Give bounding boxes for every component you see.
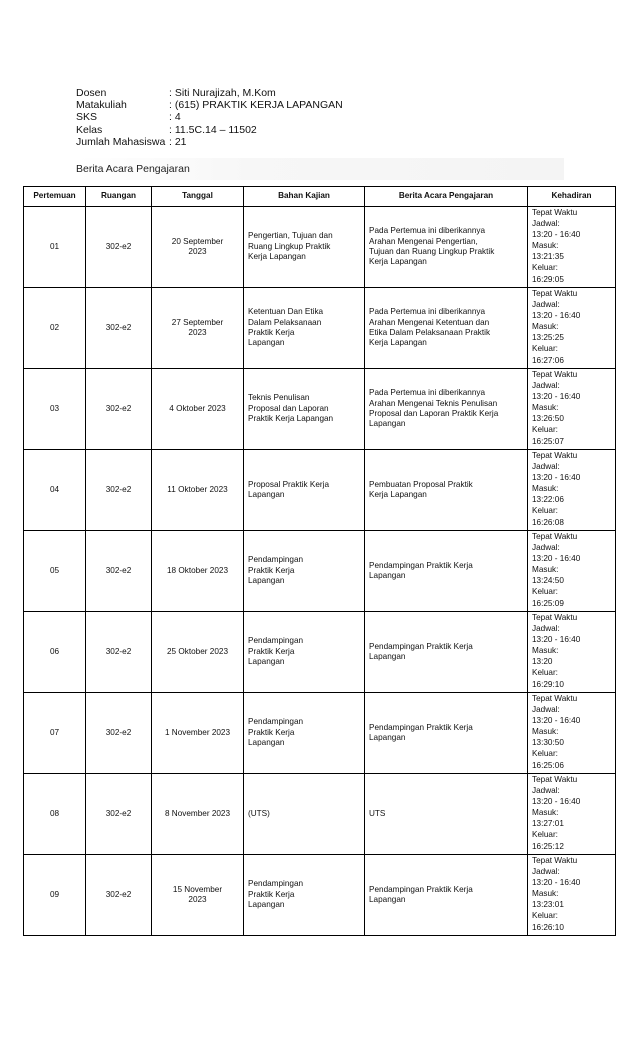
info-label: Matakuliah xyxy=(76,99,127,112)
cell-kehadiran: Tepat Waktu Jadwal: 13:20 - 16:40 Masuk: 13:20 Keluar: 16:29:10 xyxy=(528,612,616,693)
header-berita-acara: Berita Acara Pengajaran xyxy=(365,187,528,207)
cell-kehadiran: Tepat Waktu Jadwal: 13:20 - 16:40 Masuk: 13:21:35 Keluar: 16:29:05 xyxy=(528,207,616,288)
table-row xyxy=(24,288,616,369)
cell-pertemuan: 09 xyxy=(24,855,86,936)
cell-bahan-kajian: Teknis Penulisan Proposal dan Laporan Praktik Kerja Lapangan xyxy=(244,369,365,450)
cell-kehadiran: Tepat Waktu Jadwal: 13:20 - 16:40 Masuk: 13:30:50 Keluar: 16:25:06 xyxy=(528,693,616,774)
cell-ruangan: 302-e2 xyxy=(86,369,152,450)
cell-tanggal: 8 November 2023 xyxy=(152,774,244,855)
info-label: Kelas xyxy=(76,123,103,136)
info-row-sks xyxy=(76,111,343,123)
table-row xyxy=(24,207,616,288)
cell-tanggal: 4 Oktober 2023 xyxy=(152,369,244,450)
cell-pertemuan: 03 xyxy=(24,369,86,450)
cell-tanggal: 1 November 2023 xyxy=(152,693,244,774)
cell-ruangan: 302-e2 xyxy=(86,531,152,612)
cell-kehadiran: Tepat Waktu Jadwal: 13:20 - 16:40 Masuk: 13:23:01 Keluar: 16:26:10 xyxy=(528,855,616,936)
cell-berita-acara: Pendampingan Praktik Kerja Lapangan xyxy=(365,612,528,693)
table-row xyxy=(24,450,616,531)
cell-tanggal: 18 Oktober 2023 xyxy=(152,531,244,612)
info-value: : Siti Nurajizah, M.Kom xyxy=(169,87,276,99)
cell-ruangan: 302-e2 xyxy=(86,693,152,774)
cell-tanggal: 27 September 2023 xyxy=(152,288,244,369)
info-value: : 21 xyxy=(169,135,187,148)
cell-tanggal: 20 September 2023 xyxy=(152,207,244,288)
table-row xyxy=(24,369,616,450)
cell-berita-acara: Pada Pertemua ini diberikannya Arahan Mengenai Pengertian, Tujuan dan Ruang Lingkup Praktik Kerja Lapangan xyxy=(365,207,528,288)
info-label: SKS xyxy=(76,111,98,124)
cell-kehadiran: Tepat Waktu Jadwal: 13:20 - 16:40 Masuk: 13:26:50 Keluar: 16:25:07 xyxy=(528,369,616,450)
cell-ruangan: 302-e2 xyxy=(86,774,152,855)
cell-kehadiran: Tepat Waktu Jadwal: 13:20 - 16:40 Masuk: 13:22:06 Keluar: 16:26:08 xyxy=(528,450,616,531)
cell-tanggal: 15 November 2023 xyxy=(152,855,244,936)
cell-kehadiran: Tepat Waktu Jadwal: 13:20 - 16:40 Masuk: 13:27:01 Keluar: 16:25:12 xyxy=(528,774,616,855)
cell-berita-acara: UTS xyxy=(365,774,528,855)
cell-berita-acara: Pendampingan Praktik Kerja Lapangan xyxy=(365,531,528,612)
cell-pertemuan: 04 xyxy=(24,450,86,531)
cell-bahan-kajian: Pengertian, Tujuan dan Ruang Lingkup Praktik Kerja Lapangan xyxy=(244,207,365,288)
info-row-dosen xyxy=(76,87,343,99)
info-row-jumlah-mahasiswa xyxy=(76,136,343,148)
cell-pertemuan: 02 xyxy=(24,288,86,369)
course-info xyxy=(76,87,343,148)
table-header-row xyxy=(24,187,616,207)
info-row-matakuliah xyxy=(76,99,343,111)
cell-pertemuan: 07 xyxy=(24,693,86,774)
info-row-kelas xyxy=(76,124,343,136)
cell-ruangan: 302-e2 xyxy=(86,855,152,936)
cell-berita-acara: Pada Pertemua ini diberikannya Arahan Mengenai Teknis Penulisan Proposal dan Laporan Praktik Kerja Lapangan xyxy=(365,369,528,450)
table-row xyxy=(24,612,616,693)
header-pertemuan: Pertemuan xyxy=(24,187,86,207)
table-row xyxy=(24,693,616,774)
header-bahan-kajian: Bahan Kajian xyxy=(244,187,365,207)
cell-berita-acara: Pendampingan Praktik Kerja Lapangan xyxy=(365,855,528,936)
cell-bahan-kajian: (UTS) xyxy=(244,774,365,855)
info-value: : 11.5C.14 – 11502 xyxy=(169,123,257,136)
cell-bahan-kajian: Proposal Praktik Kerja Lapangan xyxy=(244,450,365,531)
cell-berita-acara: Pembuatan Proposal Praktik Kerja Lapangan xyxy=(365,450,528,531)
cell-berita-acara: Pendampingan Praktik Kerja Lapangan xyxy=(365,693,528,774)
info-value: : (615) PRAKTIK KERJA LAPANGAN xyxy=(169,99,343,112)
cell-ruangan: 302-e2 xyxy=(86,288,152,369)
cell-kehadiran: Tepat Waktu Jadwal: 13:20 - 16:40 Masuk: 13:24:50 Keluar: 16:25:09 xyxy=(528,531,616,612)
table-row xyxy=(24,855,616,936)
section-title: Berita Acara Pengajaran xyxy=(76,158,564,180)
table-row xyxy=(24,774,616,855)
cell-kehadiran: Tepat Waktu Jadwal: 13:20 - 16:40 Masuk: 13:25:25 Keluar: 16:27:06 xyxy=(528,288,616,369)
header-kehadiran: Kehadiran xyxy=(528,187,616,207)
info-label: Jumlah Mahasiswa xyxy=(76,135,166,148)
cell-ruangan: 302-e2 xyxy=(86,207,152,288)
cell-ruangan: 302-e2 xyxy=(86,450,152,531)
cell-ruangan: 302-e2 xyxy=(86,612,152,693)
cell-berita-acara: Pada Pertemua ini diberikannya Arahan Mengenai Ketentuan dan Etika Dalam Pelaksanaan Praktik Kerja Lapangan xyxy=(365,288,528,369)
cell-bahan-kajian: Pendampingan Praktik Kerja Lapangan xyxy=(244,693,365,774)
cell-bahan-kajian: Pendampingan Praktik Kerja Lapangan xyxy=(244,531,365,612)
table-row xyxy=(24,531,616,612)
cell-bahan-kajian: Pendampingan Praktik Kerja Lapangan xyxy=(244,612,365,693)
info-label: Dosen xyxy=(76,87,107,99)
cell-pertemuan: 08 xyxy=(24,774,86,855)
header-tanggal: Tanggal xyxy=(152,187,244,207)
cell-pertemuan: 05 xyxy=(24,531,86,612)
cell-bahan-kajian: Ketentuan Dan Etika Dalam Pelaksanaan Praktik Kerja Lapangan xyxy=(244,288,365,369)
cell-pertemuan: 01 xyxy=(24,207,86,288)
cell-tanggal: 25 Oktober 2023 xyxy=(152,612,244,693)
header-ruangan: Ruangan xyxy=(86,187,152,207)
info-value: : 4 xyxy=(169,111,181,124)
cell-pertemuan: 06 xyxy=(24,612,86,693)
cell-tanggal: 11 Oktober 2023 xyxy=(152,450,244,531)
attendance-table xyxy=(23,186,616,936)
cell-bahan-kajian: Pendampingan Praktik Kerja Lapangan xyxy=(244,855,365,936)
